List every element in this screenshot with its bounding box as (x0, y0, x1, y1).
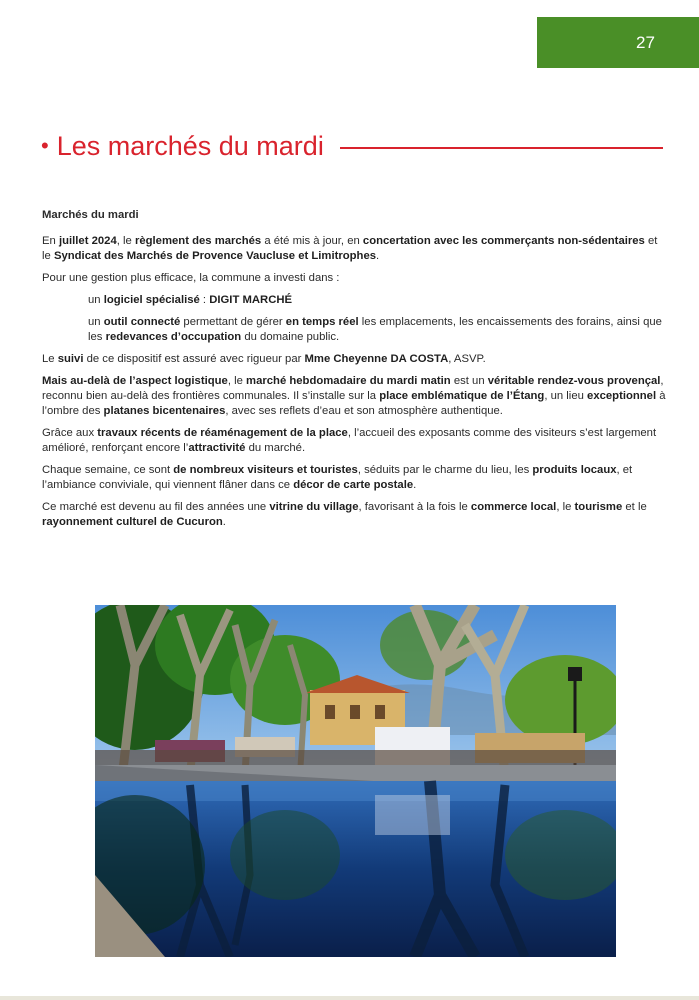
bold-text: rayonnement culturel de Cucuron (42, 516, 223, 528)
paragraph-visiteurs (42, 463, 666, 493)
text: et le (622, 501, 647, 513)
text: . (413, 479, 417, 491)
paragraph-travaux (42, 426, 666, 456)
bold-text: exceptionnel (587, 390, 657, 402)
bold-text: Syndicat des Marchés de Provence Vaucluse et Limitrophes (53, 250, 377, 262)
bold-text: vitrine du village (269, 501, 359, 513)
text: et le (42, 235, 658, 262)
subtitle: Marchés du mardi (42, 209, 139, 221)
paragraph-marche-hebdo (42, 374, 666, 419)
text: Le (42, 353, 58, 365)
bold-text: véritable rendez-vous provençal (487, 375, 661, 387)
paragraph-investissement: Pour une gestion plus efficace, la commune a investi dans : (42, 272, 340, 284)
text: un (88, 294, 104, 306)
text: , le (227, 375, 247, 387)
bold-text: produits locaux (532, 464, 617, 476)
page-number-tab (537, 17, 699, 68)
bold-text: Mais au-delà de l’aspect logistique (42, 375, 228, 387)
text: , et l’ambiance conviviale, qui viennent flâner dans ce (42, 464, 633, 491)
paragraph-vitrine (42, 500, 666, 530)
bold-text: place emblématique de l’Étang (379, 390, 545, 402)
bold-text: suivi (57, 353, 84, 365)
text: , avec ses reflets d’eau et son atmosphère authentique. (225, 405, 503, 417)
text: permettant de gérer (180, 316, 286, 328)
bold-text: marché hebdomadaire du mardi matin (246, 375, 451, 387)
text: à l’ombre des (42, 390, 666, 417)
bold-text: commerce local (470, 501, 557, 513)
text: Grâce aux (42, 427, 98, 439)
text: , l’accueil des exposants comme des visiteurs s’est largement amélioré, renforçant encore l’ (42, 427, 657, 454)
text: , un lieu (544, 390, 588, 402)
section-heading (41, 130, 663, 162)
footer-rule (0, 996, 699, 1000)
bold-text: travaux récents de réaménagement de la place (97, 427, 348, 439)
bold-text: règlement des marchés (134, 235, 262, 247)
bold-text: platanes bicentenaires (103, 405, 226, 417)
text: , le (116, 235, 135, 247)
text: Ce marché est devenu au fil des années une (42, 501, 270, 513)
bold-text: juillet 2024 (58, 235, 117, 247)
text: du domaine public. (241, 331, 340, 343)
text: En (42, 235, 59, 247)
text: un (88, 316, 104, 328)
bold-text: outil connecté (103, 316, 181, 328)
text: , reconnu bien au-delà des frontières communales. Il s’installe sur la (42, 375, 664, 402)
market-photo-illustration (95, 605, 616, 957)
bold-text: redevances d’occupation (105, 331, 242, 343)
bold-text: logiciel spécialisé (103, 294, 200, 306)
text: , ASVP. (448, 353, 486, 365)
article-body (42, 208, 666, 537)
text: est un (450, 375, 488, 387)
text: : (199, 294, 210, 306)
text: , séduits par le charme du lieu, les (357, 464, 533, 476)
bold-text: en temps réel (285, 316, 359, 328)
text: du marché. (245, 442, 306, 454)
text: les emplacements, les encaissements des forains, ainsi que les (88, 316, 662, 343)
bold-text: Mme Cheyenne DA COSTA (304, 353, 449, 365)
text: de ce dispositif est assuré avec rigueur par (83, 353, 305, 365)
bold-text: tourisme (574, 501, 623, 513)
list-item-logiciel (42, 293, 666, 308)
bold-text: attractivité (188, 442, 246, 454)
heading-bullet: • (41, 133, 49, 159)
bold-text: DIGIT MARCHÉ (209, 294, 293, 306)
bold-text: décor de carte postale (293, 479, 414, 491)
page-number: 27 (636, 32, 655, 52)
page-title: Les marchés du mardi (56, 131, 324, 161)
text: Chaque semaine, ce sont (42, 464, 174, 476)
text: . (222, 516, 226, 528)
list-item-outil (42, 315, 666, 345)
text: , favorisant à la fois le (358, 501, 471, 513)
heading-rule (340, 147, 663, 149)
paragraph-suivi (42, 352, 666, 367)
paragraph-reglement (42, 234, 666, 264)
bold-text: de nombreux visiteurs et touristes (173, 464, 358, 476)
market-photo (95, 605, 616, 957)
bold-text: concertation avec les commerçants non-sédentaires (362, 235, 645, 247)
text: . (376, 250, 380, 262)
text: a été mis à jour, en (261, 235, 363, 247)
text: , le (556, 501, 575, 513)
